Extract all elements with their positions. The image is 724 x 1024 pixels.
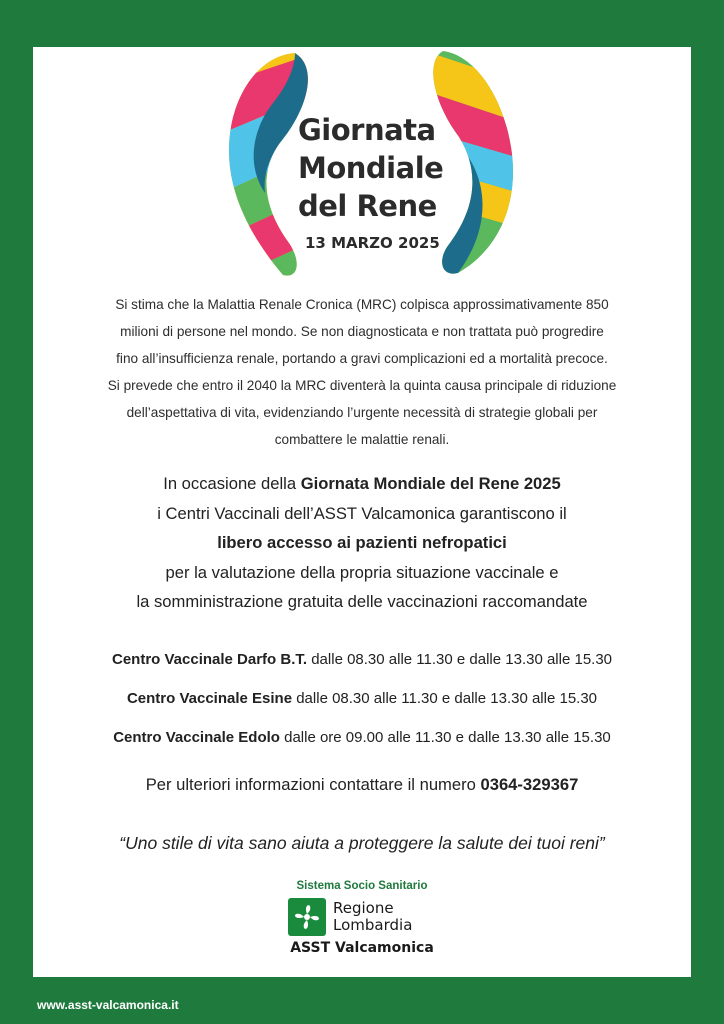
system-label: Sistema Socio Sanitario — [296, 880, 428, 892]
intro-line: dell’aspettativa di vita, evidenziando l’urgente necessità di strategie globali per — [126, 405, 598, 420]
health-quote: “Uno stile di vita sano aiuta a proteggere la salute dei tuoi reni” — [119, 833, 605, 853]
center-hours: dalle 08.30 alle 11.30 e dalle 13.30 alle 15.30 — [307, 651, 613, 668]
intro-line: milioni di persone nel mondo. Se non diagnosticata e non trattata può progredire — [120, 324, 604, 339]
contact-phone[interactable]: 0364-329367 — [480, 775, 579, 794]
event-title-line-2: Mondiale — [298, 151, 444, 185]
center-name: Centro Vaccinale Esine — [126, 690, 293, 707]
lombardy-rose-icon — [288, 898, 326, 936]
website-link[interactable]: www.asst-valcamonica.it — [37, 998, 179, 1012]
event-title-line-1: Giornata — [298, 113, 436, 147]
intro-line: combattere le malattie renali. — [274, 432, 450, 447]
announcement-line-2: i Centri Vaccinali dell’ASST Valcamonica garantiscono il — [157, 503, 567, 523]
intro-line: Si stima che la Malattia Renale Cronica (MRC) colpisca approssimativamente 850 — [115, 297, 609, 312]
center-hours: dalle 08.30 alle 11.30 e dalle 13.30 alle 15.30 — [292, 690, 598, 707]
intro-line: fino all’insufficienza renale, portando a gravi complicazioni ed a mortalità precoce. — [116, 351, 608, 366]
announcement-line-4: per la valutazione della propria situazione vaccinale e — [165, 562, 559, 582]
contact-text: Per ulteriori informazioni contattare il numero — [145, 775, 481, 794]
vaccination-centers-list — [33, 649, 691, 766]
region-name-line-1: Regione — [333, 899, 394, 917]
announcement-line-5: la somministrazione gratuita delle vaccinazioni raccomandate — [136, 592, 588, 611]
intro-line: Si prevede che entro il 2040 la MRC diventerà la quinta causa principale di riduzione — [107, 378, 617, 393]
center-name: Centro Vaccinale Darfo B.T. — [111, 651, 308, 668]
intro-paragraph — [43, 291, 681, 453]
center-row-darfo — [33, 649, 691, 688]
center-row-esine — [33, 688, 691, 727]
region-name-line-2: Lombardia — [333, 916, 413, 934]
event-title-line-3: del Rene — [298, 189, 437, 223]
center-name: Centro Vaccinale Edolo — [113, 729, 280, 746]
contact-info — [33, 775, 691, 795]
region-logo — [288, 898, 438, 938]
organization-name: ASST Valcamonica — [290, 940, 434, 956]
announcement — [33, 469, 691, 617]
center-hours: dalle ore 09.00 alle 11.30 e dalle 13.30 alle 15.30 — [279, 729, 611, 746]
center-row-edolo — [33, 727, 691, 766]
event-date: 13 MARZO 2025 — [305, 234, 440, 252]
announcement-prefix: In occasione della — [163, 474, 301, 493]
poster-sheet — [33, 47, 691, 977]
announcement-event-name: Giornata Mondiale del Rene 2025 — [300, 474, 561, 493]
announcement-line-1 — [33, 469, 691, 499]
announcement-highlight: libero accesso ai pazienti nefropatici — [217, 533, 507, 552]
